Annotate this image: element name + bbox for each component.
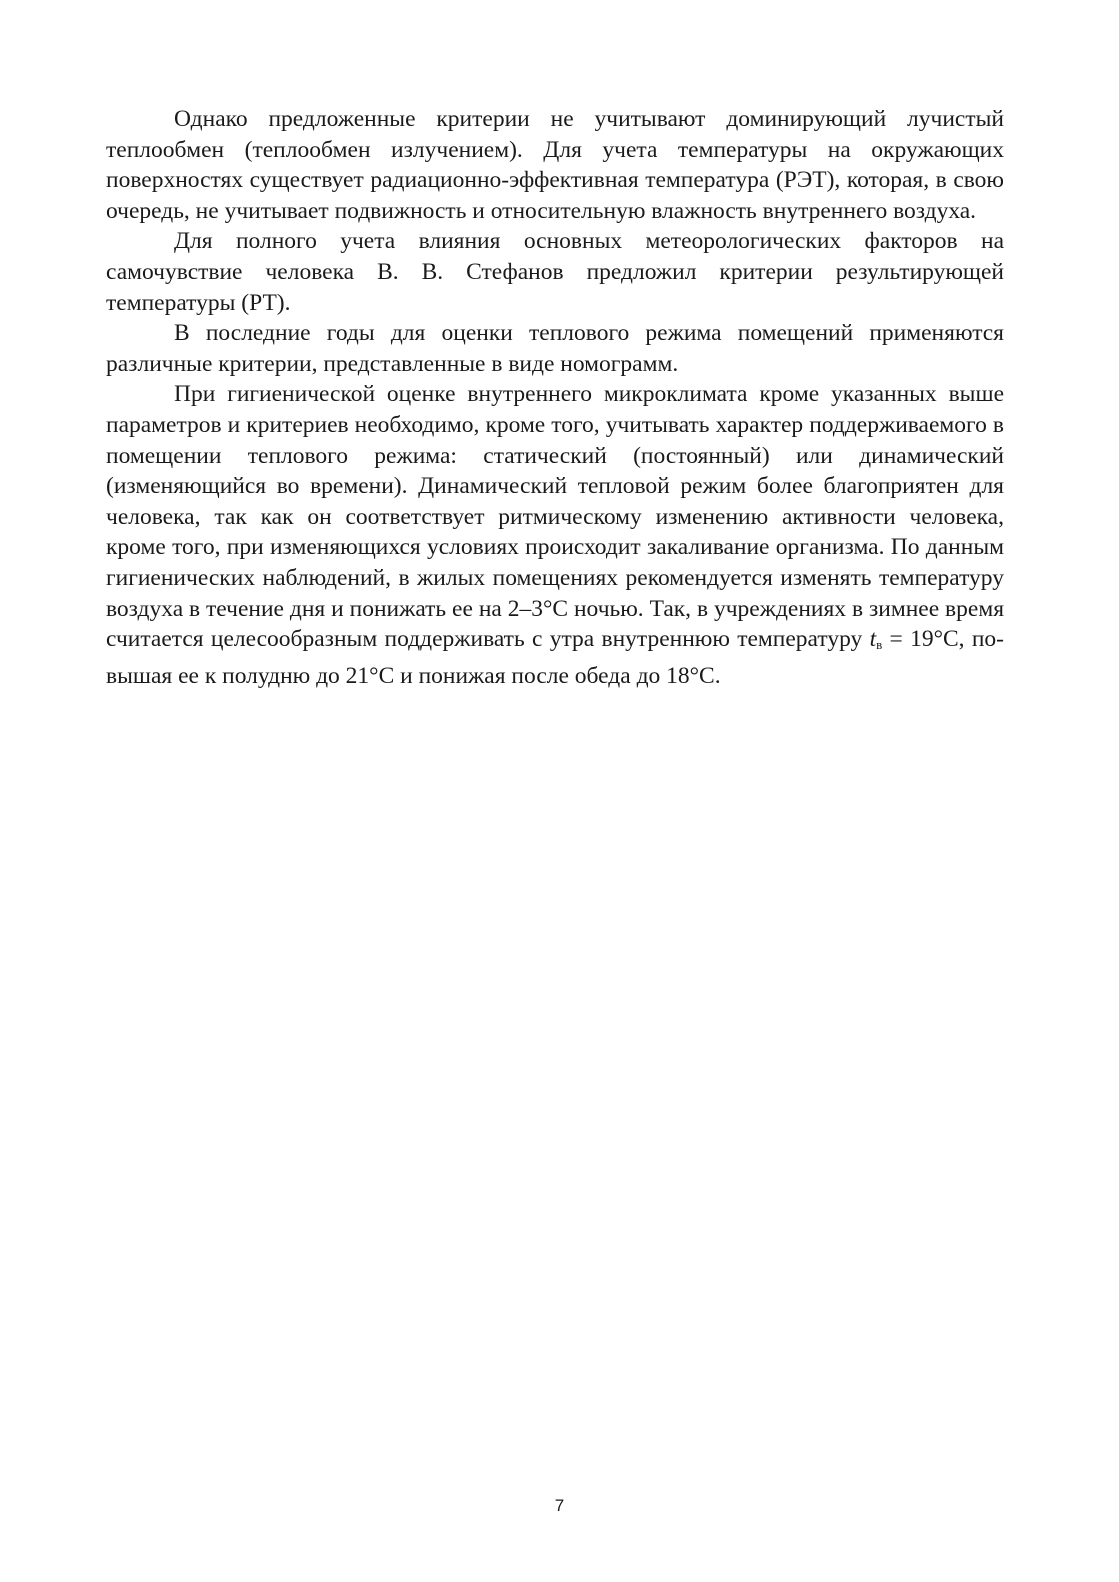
paragraph-nomograms: В последние годы для оценки теплового режима помещений применяются различные критерии, представленные в виде номограмм. <box>106 320 1004 377</box>
paragraph-radiant-heat: Однако предложенные критерии не учитывают доминирующий лучистый теплообмен (теплообмен излучением). Для учета температуры на окружающих поверхностях существует радиационно-эффективная температура (РЭТ), которая, в свою очередь, не учитывает подвижность и относительную влажность внутреннего воздуха. <box>106 106 1004 224</box>
paragraph-text-after-variable: = 19°С, повышая ее к полудню до 21°С и понижая после обеда до 18°С. <box>106 626 1004 689</box>
paragraph-resulting-temperature: Для полного учета влияния основных метеорологических факторов на самочувствие человека В. В. Стефанов предложил критерии результирующей температуры (РТ). <box>106 228 1004 316</box>
page-number: 7 <box>554 1496 565 1515</box>
temperature-variable-subscript: в <box>876 637 883 653</box>
paragraph-text-before-variable: При гигиенической оценке внутреннего микроклимата кроме указанных выше параметров и критериев необходимо, кроме того, учитывать характер поддерживаемого в помещении теплового режима: статический (постоянный) или динамический (изменяющийся во времени). Динамический тепловой режим более благоприятен для человека, так как он соответствует ритмическому изменению активности человека, кроме того, при изменяющихся условиях происходит закаливание организма. По данным гигиенических наблюдений, в жилых помещениях рекомендуется изменять температуру воздуха в течение дня и понижать ее на 2–3°С ночью. Так, в учреждениях в зимнее время считается целесообразным поддерживать с утра внутреннюю температуру <box>106 381 1004 653</box>
body-text <box>106 104 1004 691</box>
paragraph-hygienic-assessment <box>106 379 1004 691</box>
temperature-variable: t <box>869 626 877 653</box>
